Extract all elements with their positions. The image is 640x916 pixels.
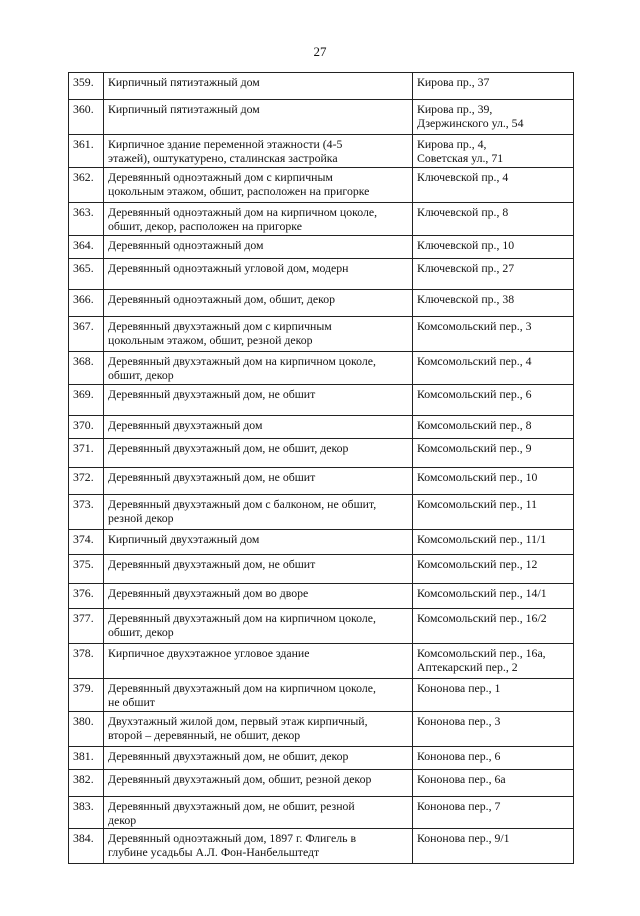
row-description: Деревянный двухэтажный дом на кирпичном цоколе, обшит, декор: [104, 352, 413, 385]
table-row: [69, 644, 574, 679]
table-row: [69, 290, 574, 317]
table-row: [69, 439, 574, 468]
row-number: 378.: [69, 644, 104, 679]
table-row: [69, 416, 574, 439]
row-description: Деревянный двухэтажный дом на кирпичном цоколе, не обшит: [104, 679, 413, 712]
row-number: 369.: [69, 385, 104, 416]
table-row: [69, 168, 574, 203]
row-description: Деревянный двухэтажный дом, обшит, резной декор: [104, 770, 413, 797]
row-address: Кирова пр., 39, Дзержинского ул., 54: [413, 100, 574, 135]
row-address: Кононова пер., 7: [413, 797, 574, 829]
table-row: [69, 203, 574, 236]
table-row: [69, 530, 574, 555]
row-address: Кирова пр., 4, Советская ул., 71: [413, 135, 574, 168]
table-row: [69, 609, 574, 644]
row-description: Кирпичный двухэтажный дом: [104, 530, 413, 555]
row-number: 379.: [69, 679, 104, 712]
row-number: 362.: [69, 168, 104, 203]
table-row: [69, 100, 574, 135]
table-row: [69, 135, 574, 168]
table-row: [69, 747, 574, 770]
row-description: Кирпичное двухэтажное угловое здание: [104, 644, 413, 679]
row-description: Деревянный двухэтажный дом с балконом, не обшит, резной декор: [104, 495, 413, 530]
table-row: [69, 829, 574, 864]
row-address: Кононова пер., 1: [413, 679, 574, 712]
row-number: 372.: [69, 468, 104, 495]
row-description: Деревянный одноэтажный дом, 1897 г. Флигель в глубине усадьбы А.Л. Фон-Нанбельштедт: [104, 829, 413, 864]
row-description: Кирпичное здание переменной этажности (4-5 этажей), оштукатурено, сталинская застройка: [104, 135, 413, 168]
row-number: 382.: [69, 770, 104, 797]
row-address: Комсомольский пер., 12: [413, 555, 574, 584]
table-row: [69, 73, 574, 100]
row-description: Деревянный одноэтажный угловой дом, модерн: [104, 259, 413, 290]
row-address: Комсомольский пер., 16/2: [413, 609, 574, 644]
row-address: Кононова пер., 6а: [413, 770, 574, 797]
row-address: Комсомольский пер., 11/1: [413, 530, 574, 555]
page-number: 27: [313, 44, 327, 59]
row-description: Деревянный двухэтажный дом, не обшит, декор: [104, 439, 413, 468]
row-number: 373.: [69, 495, 104, 530]
row-address: Комсомольский пер., 14/1: [413, 584, 574, 609]
row-number: 371.: [69, 439, 104, 468]
row-address: Комсомольский пер., 10: [413, 468, 574, 495]
table-row: [69, 236, 574, 259]
row-description: Деревянный одноэтажный дом с кирпичным цокольным этажом, обшит, расположен на пригорке: [104, 168, 413, 203]
row-number: 366.: [69, 290, 104, 317]
row-number: 383.: [69, 797, 104, 829]
row-address: Кононова пер., 9/1: [413, 829, 574, 864]
row-number: 363.: [69, 203, 104, 236]
row-number: 370.: [69, 416, 104, 439]
row-description: Деревянный двухэтажный дом на кирпичном цоколе, обшит, декор: [104, 609, 413, 644]
row-number: 374.: [69, 530, 104, 555]
table-row: [69, 584, 574, 609]
row-number: 377.: [69, 609, 104, 644]
row-number: 368.: [69, 352, 104, 385]
row-description: Двухэтажный жилой дом, первый этаж кирпичный, второй – деревянный, не обшит, декор: [104, 712, 413, 747]
row-address: Комсомольский пер., 6: [413, 385, 574, 416]
row-number: 375.: [69, 555, 104, 584]
row-number: 364.: [69, 236, 104, 259]
row-address: Кононова пер., 3: [413, 712, 574, 747]
row-description: Деревянный одноэтажный дом: [104, 236, 413, 259]
row-number: 365.: [69, 259, 104, 290]
row-address: Комсомольский пер., 3: [413, 317, 574, 352]
table-row: [69, 770, 574, 797]
row-address: Комсомольский пер., 11: [413, 495, 574, 530]
table-row: [69, 495, 574, 530]
heritage-registry-table: [68, 72, 574, 864]
row-number: 376.: [69, 584, 104, 609]
row-description: Деревянный двухэтажный дом с кирпичным цокольным этажом, обшит, резной декор: [104, 317, 413, 352]
row-number: 381.: [69, 747, 104, 770]
registry-table-body: [69, 73, 574, 864]
row-description: Деревянный двухэтажный дом, не обшит, декор: [104, 747, 413, 770]
row-address: Кононова пер., 6: [413, 747, 574, 770]
row-number: 367.: [69, 317, 104, 352]
table-row: [69, 712, 574, 747]
table-row: [69, 679, 574, 712]
row-address: Комсомольский пер., 4: [413, 352, 574, 385]
row-address: Комсомольский пер., 9: [413, 439, 574, 468]
row-number: 380.: [69, 712, 104, 747]
row-description: Деревянный двухэтажный дом, не обшит, резной декор: [104, 797, 413, 829]
row-description: Кирпичный пятиэтажный дом: [104, 73, 413, 100]
row-description: Кирпичный пятиэтажный дом: [104, 100, 413, 135]
row-number: 359.: [69, 73, 104, 100]
table-row: [69, 468, 574, 495]
row-address: Ключевской пр., 38: [413, 290, 574, 317]
row-address: Ключевской пр., 8: [413, 203, 574, 236]
table-row: [69, 352, 574, 385]
row-address: Ключевской пр., 27: [413, 259, 574, 290]
row-address: Ключевской пр., 4: [413, 168, 574, 203]
row-description: Деревянный двухэтажный дом: [104, 416, 413, 439]
row-description: Деревянный одноэтажный дом, обшит, декор: [104, 290, 413, 317]
row-address: Комсомольский пер., 16а, Аптекарский пер., 2: [413, 644, 574, 679]
table-row: [69, 259, 574, 290]
row-description: Деревянный двухэтажный дом, не обшит: [104, 468, 413, 495]
row-number: 360.: [69, 100, 104, 135]
row-number: 361.: [69, 135, 104, 168]
table-row: [69, 385, 574, 416]
row-address: Комсомольский пер., 8: [413, 416, 574, 439]
row-address: Ключевской пр., 10: [413, 236, 574, 259]
row-address: Кирова пр., 37: [413, 73, 574, 100]
row-description: Деревянный одноэтажный дом на кирпичном цоколе, обшит, декор, расположен на пригорке: [104, 203, 413, 236]
table-row: [69, 317, 574, 352]
row-description: Деревянный двухэтажный дом, не обшит: [104, 555, 413, 584]
table-row: [69, 797, 574, 829]
row-description: Деревянный двухэтажный дом, не обшит: [104, 385, 413, 416]
row-description: Деревянный двухэтажный дом во дворе: [104, 584, 413, 609]
table-row: [69, 555, 574, 584]
row-number: 384.: [69, 829, 104, 864]
